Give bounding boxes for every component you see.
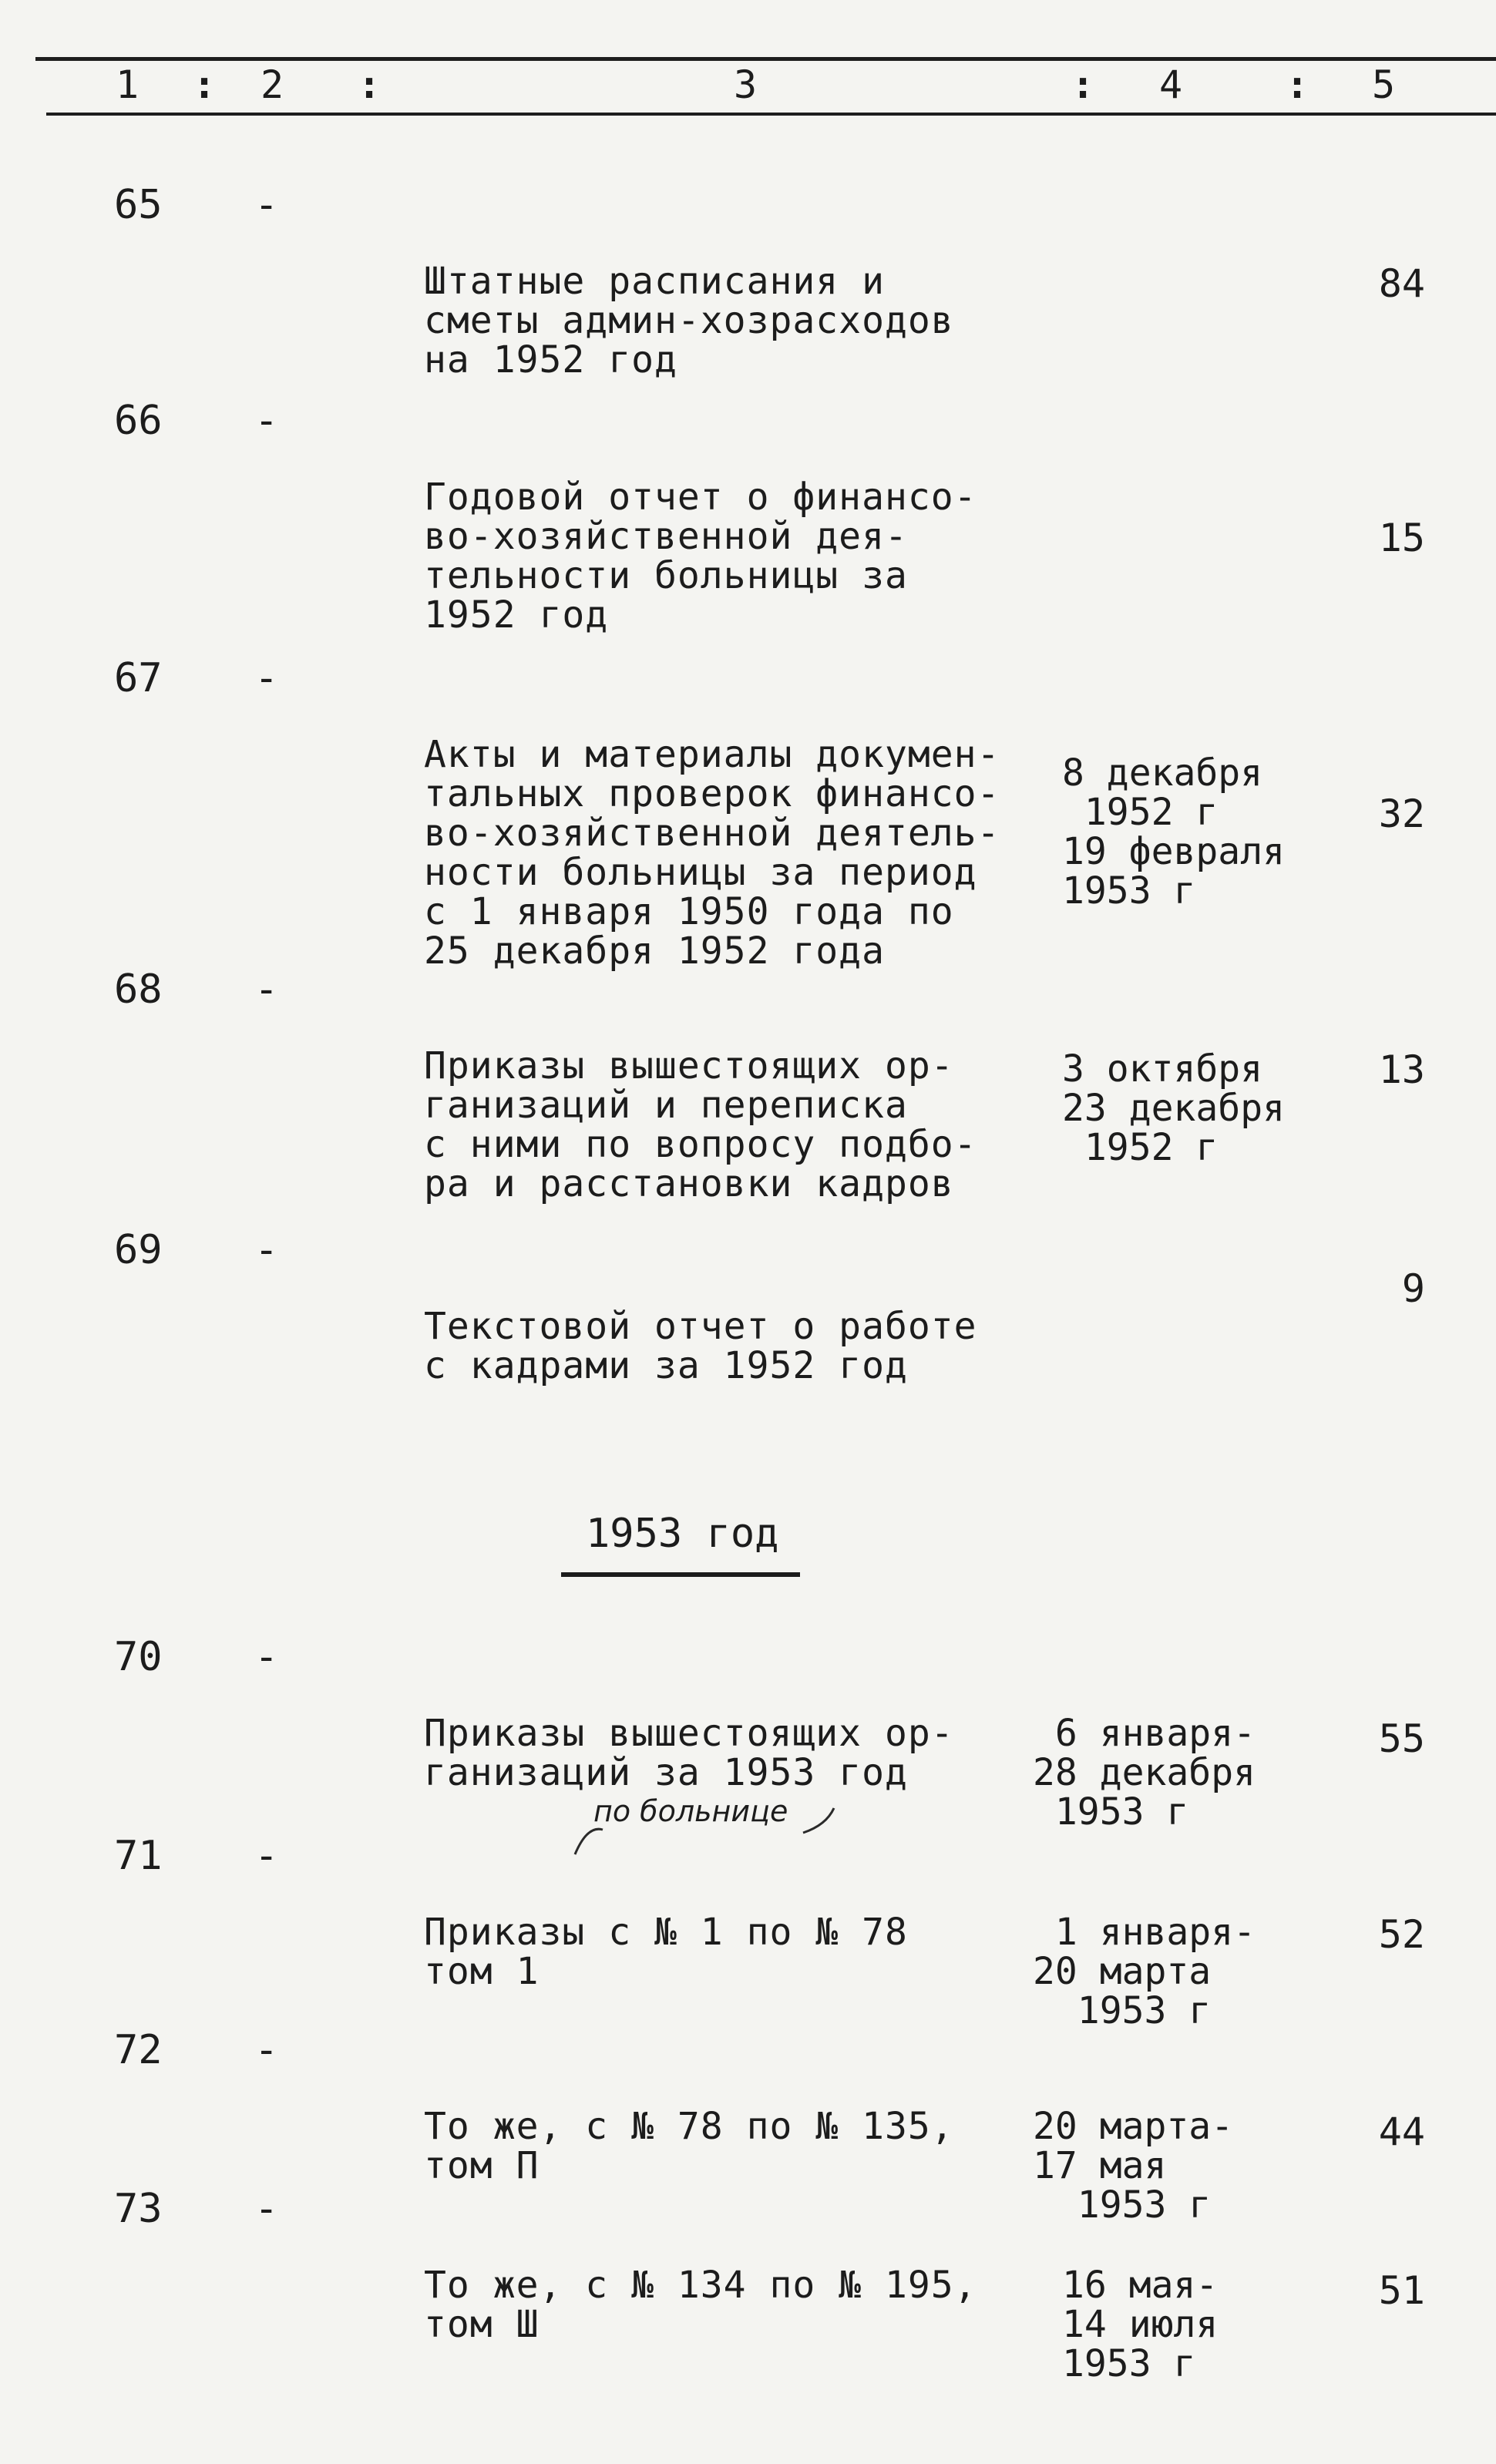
row-number: 68	[114, 966, 163, 1013]
row-number: 67	[114, 655, 163, 701]
header-separator: :	[1286, 62, 1309, 107]
row-sheets: 13	[1378, 1047, 1425, 1092]
row-col2: -	[254, 398, 279, 444]
row-sheets: 52	[1378, 1912, 1425, 1957]
row-dates: 20 марта- 17 мая 1953 г	[1033, 2105, 1234, 2227]
row-title: Текстовой отчет о работе с кадрами за 1952 год	[424, 1305, 977, 1387]
row-sheets: 55	[1378, 1716, 1425, 1761]
header-separator: :	[358, 62, 382, 107]
row-number: 71	[114, 1833, 163, 1879]
row-number: 65	[114, 182, 163, 228]
header-col-3: 3	[734, 62, 758, 107]
row-title: Приказы вышестоящих ор- ганизаций и переписка с ними по вопросу подбо- ра и расстановки кадров	[424, 1044, 977, 1205]
row-col2: -	[254, 182, 279, 228]
row-sheets: 9	[1401, 1266, 1425, 1311]
header-separator: :	[193, 62, 217, 107]
row-dates: 8 декабря 1952 г 19 февраля 1953 г	[1062, 751, 1285, 913]
row-sheets: 32	[1378, 792, 1425, 836]
header-bottom-rule	[46, 113, 1496, 116]
row-title: Штатные расписания и сметы админ-хозрасходов на 1952 год	[424, 260, 954, 382]
row-col2: -	[254, 966, 279, 1013]
row-col2: -	[254, 2186, 279, 2232]
header-col-2: 2	[261, 62, 284, 107]
row-dates: 6 января- 28 декабря 1953 г	[1033, 1712, 1256, 1834]
row-title: То же, с № 78 по № 135, том П	[424, 2105, 954, 2187]
header-col-5: 5	[1372, 62, 1396, 107]
row-col2: -	[254, 1634, 279, 1680]
row-number: 66	[114, 398, 163, 444]
row-title: Годовой отчет о финансо- во-хозяйственной дея- тельности больницы за 1952 год	[424, 476, 977, 637]
row-sheets: 44	[1378, 2109, 1425, 2154]
header-col-4: 4	[1159, 62, 1183, 107]
row-col2: -	[254, 1227, 279, 1273]
row-title: То же, с № 134 по № 195, том Ш	[424, 2264, 977, 2346]
row-sheets: 51	[1378, 2268, 1425, 2313]
row-sheets: 84	[1378, 261, 1425, 306]
row-number: 70	[114, 1634, 163, 1680]
header-col-1: 1	[116, 62, 140, 107]
year-heading-underline	[561, 1572, 800, 1577]
header-separator: :	[1071, 62, 1095, 107]
row-title: Акты и материалы докумен- тальных проверок финансо- во-хозяйственной деятель- ности больницы за период с 1 января 1950 года по 25 декабря 1952 года	[424, 733, 1000, 973]
row-dates: 1 января- 20 марта 1953 г	[1033, 1911, 1256, 2032]
section-year-heading: 1953 год	[586, 1511, 779, 1557]
row-col2: -	[254, 1833, 279, 1879]
row-dates: 3 октября 23 декабря 1952 г	[1062, 1047, 1285, 1169]
header-top-rule	[35, 57, 1496, 61]
row-sheets: 15	[1378, 516, 1425, 560]
row-col2: -	[254, 655, 279, 701]
row-col2: -	[254, 2027, 279, 2073]
row-number: 72	[114, 2027, 163, 2073]
row-number: 73	[114, 2186, 163, 2232]
row-title: Приказы с № 1 по № 78 том 1	[424, 1911, 908, 1993]
row-number: 69	[114, 1227, 163, 1273]
handwritten-annotation: по больнице	[593, 1794, 788, 1828]
row-dates: 16 мая- 14 июля 1953 г	[1062, 2264, 1219, 2385]
row-title: Приказы вышестоящих ор- ганизаций за 1953 год	[424, 1712, 954, 1794]
